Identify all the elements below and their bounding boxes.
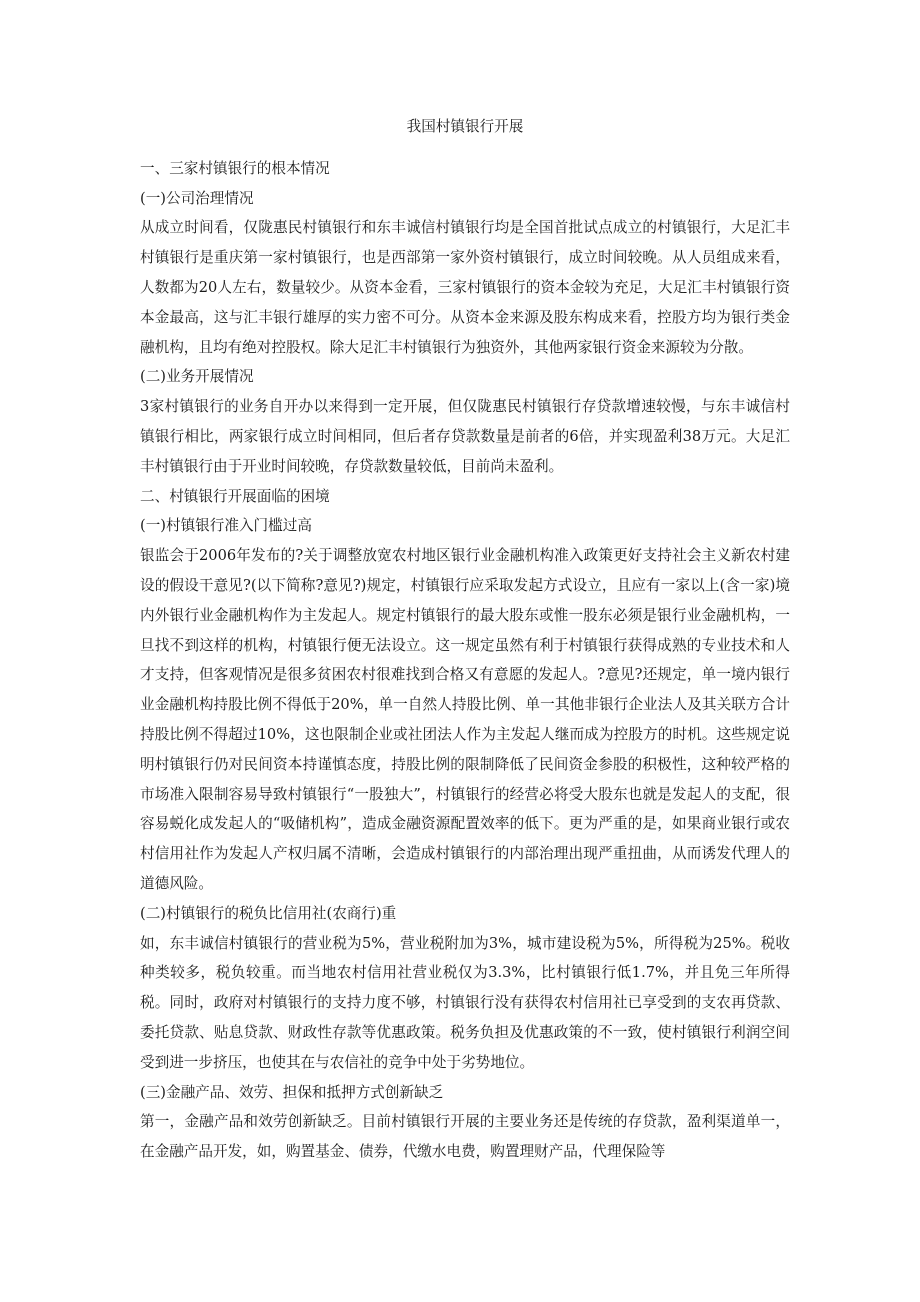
paragraph: 第一，金融产品和效劳创新缺乏。目前村镇银行开展的主要业务还是传统的存贷款，盈利渠道单一，在金融产品开发，如，购置基金、债券，代缴水电费，购置理财产品，代理保险等 (140, 1113, 790, 1161)
subsection-heading: (一)村镇银行准入门槛过高 (140, 517, 312, 535)
document-page (140, 112, 790, 1167)
paragraph: 银监会于2006年发布的?关于调整放宽农村地区银行业金融机构准入政策更好支持社会主义新农村建设的假设干意见?(以下简称?意见?)规定，村镇银行应采取发起方式设立，且应有一家以上(含一家)境内外银行业金融机构作为主发起人。规定村镇银行的最大股东或惟一股东必须是银行业金融机构，一旦找不到这样的机构，村镇银行便无法设立。这一规定虽然有利于村镇银行获得成熟的专业技术和人才支持，但客观情况是很多贫困农村很难找到合格又有意愿的发起人。?意见?还规定，单一境内银行业金融机构持股比例不得低于20%，单一自然人持股比例、单一其他非银行企业法人及其关联方合计持股比例不得超过10%，这也限制企业或社团法人作为主发起人继而成为控股方的时机。这些规定说明村镇银行仍对民间资本持谨慎态度，持股比例的限制降低了民间资金参股的积极性，这种较严格的市场准入限制容易导致村镇银行“一股独大”，村镇银行的经营必将受大股东也就是发起人的支配，很容易蜕化成发起人的“吸储机构”，造成金融资源配置效率的低下。更为严重的是，如果商业银行或农村信用社作为发起人产权归属不清晰，会造成村镇银行的内部治理出现严重扭曲，从而诱发代理人的道德风险。 (140, 547, 790, 892)
paragraph: 如，东丰诚信村镇银行的营业税为5%，营业税附加为3%，城市建设税为5%，所得税为25%。税收种类较多，税负较重。而当地农村信用社营业税仅为3.3%，比村镇银行低1.7%，并且免三年所得税。同时，政府对村镇银行的支持力度不够，村镇银行没有获得农村信用社已享受到的支农再贷款、委托贷款、贴息贷款、财政性存款等优惠政策。税务负担及优惠政策的不一致，使村镇银行利润空间受到进一步挤压，也使其在与农信社的竞争中处于劣势地位。 (140, 934, 790, 1071)
section-heading: 一、三家村镇银行的根本情况 (140, 159, 330, 177)
subsection-heading: (二)村镇银行的税负比信用社(农商行)重 (140, 904, 397, 922)
document-title: 我国村镇银行开展 (406, 118, 524, 135)
subsection-heading: (一)公司治理情况 (140, 189, 254, 207)
document-body (140, 154, 790, 1167)
paragraph: 从成立时间看，仅陇惠民村镇银行和东丰诚信村镇银行均是全国首批试点成立的村镇银行，大足汇丰村镇银行是重庆第一家村镇银行，也是西部第一家外资村镇银行，成立时间较晚。从人员组成来看，人数都为20人左右，数量较少。从资本金看，三家村镇银行的资本金较为充足，大足汇丰村镇银行资本金最高，这与汇丰银行雄厚的实力密不可分。从资本金来源及股东构成来看，控股方均为银行类金融机构，且均有绝对控股权。除大足汇丰村镇银行为独资外，其他两家银行资金来源较为分散。 (140, 219, 790, 356)
paragraph: 3家村镇银行的业务自开办以来得到一定开展，但仅陇惠民村镇银行存贷款增速较慢，与东丰诚信村镇银行相比，两家银行成立时间相同，但后者存贷款数量是前者的6倍，并实现盈利38万元。大足汇丰村镇银行由于开业时间较晚，存贷款数量较低，目前尚未盈利。 (140, 398, 790, 475)
section-heading: 二、村镇银行开展面临的困境 (140, 487, 330, 505)
subsection-heading: (三)金融产品、效劳、担保和抵押方式创新缺乏 (140, 1083, 444, 1101)
subsection-heading: (二)业务开展情况 (140, 368, 254, 386)
